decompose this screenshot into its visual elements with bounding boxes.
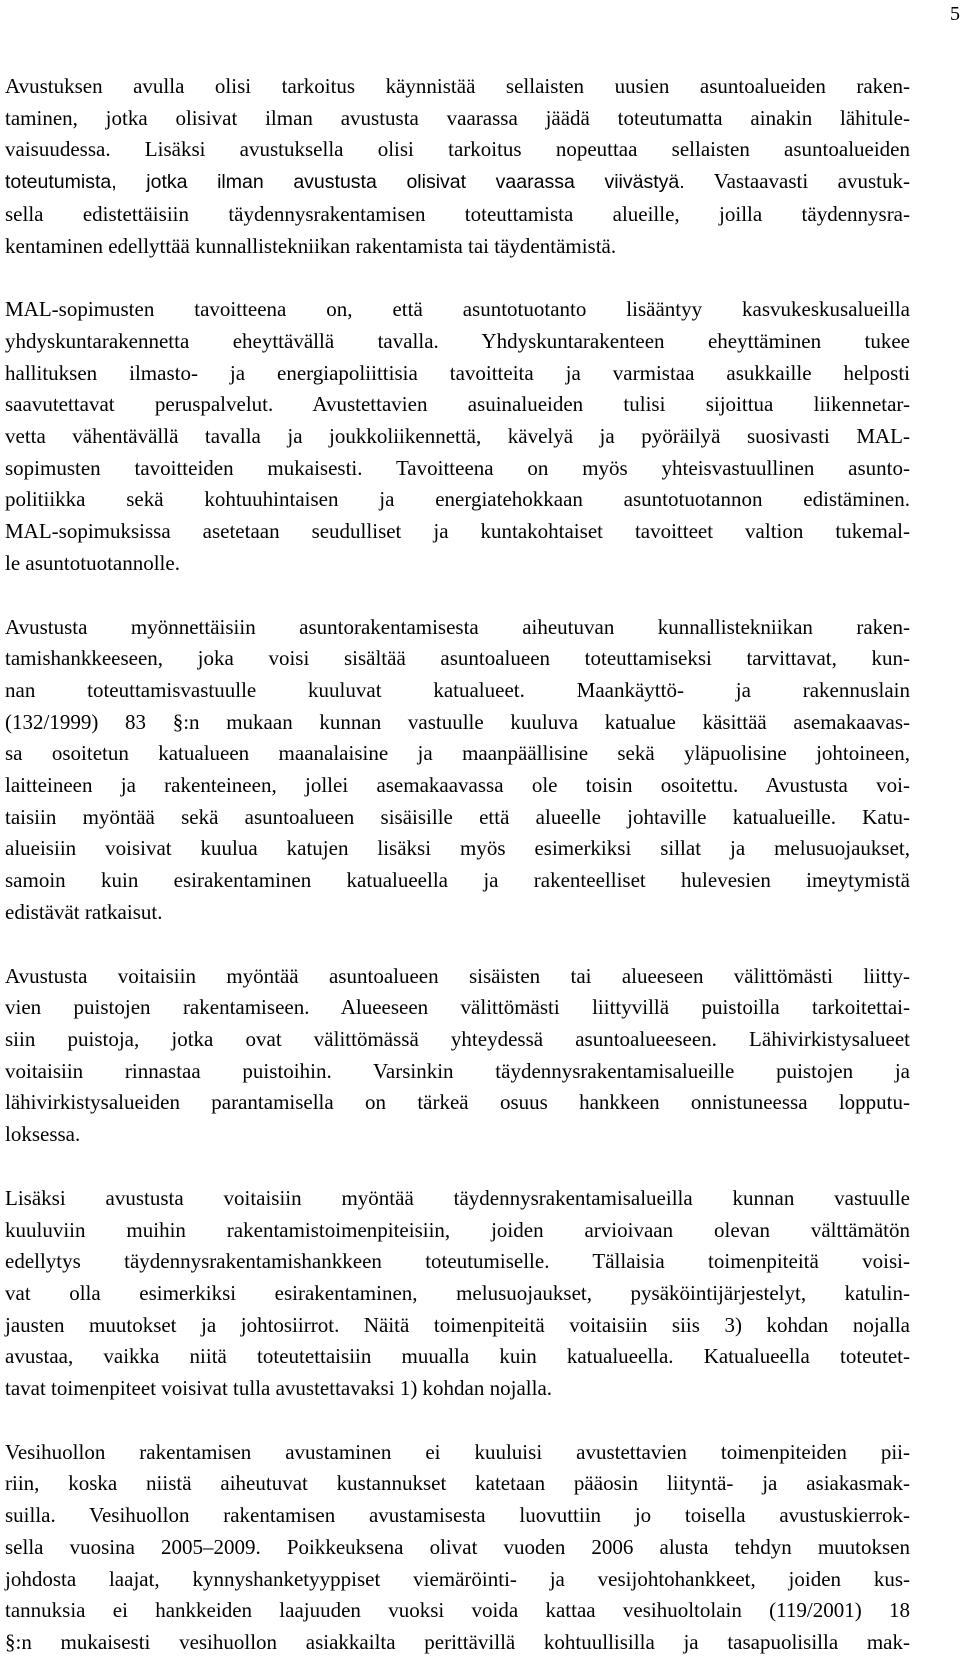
text-line: tannuksia ei hankkeiden laajuuden vuoksi voida kattaa vesihuoltolain (119/2001) 18 <box>5 1598 910 1623</box>
text-line: yhdyskuntarakennetta eheyttävällä tavalla. Yhdyskuntarakenteen eheyttäminen tukee <box>5 328 910 353</box>
text-line: Lisäksi avustusta voitaisiin myöntää täydennysrakentamisalueilla kunnan vastuulle <box>5 1185 910 1210</box>
text-line: (132/1999) 83 §:n mukaan kunnan vastuulle kuuluva katualue käsittää asemakaavas- <box>5 709 910 734</box>
paragraph-2 <box>5 294 910 579</box>
text-line: edellytys täydennysrakentamishankkeen toteutumiselle. Tällaisia toimenpiteitä voisi- <box>5 1249 910 1274</box>
text-line: edistävät ratkaisut. <box>5 899 163 924</box>
page-number: 5 <box>950 3 960 25</box>
text-segment: toteutumista, jotka ilman avustusta olisivat vaarassa viivästyä. <box>5 171 685 194</box>
text-line: politiikka sekä kohtuuhintaisen ja energiatehokkaan asuntotuotannon edistäminen. <box>5 487 910 512</box>
text-line: siin puistoja, jotka ovat välittömässä yhteydessä asuntoalueeseen. Lähivirkistysalueet <box>5 1026 910 1051</box>
text-line: sella vuosina 2005–2009. Poikkeuksena olivat vuoden 2006 alusta tehdyn muutoksen <box>5 1534 910 1559</box>
text-line: loksessa. <box>5 1122 81 1147</box>
text-line: vien puistojen rakentamiseen. Alueeseen välittömästi liittyvillä puistoilla tarkoitettai- <box>5 995 910 1020</box>
text-line: johdosta laajat, kynnyshanketyyppiset viemäröinti- ja vesijohtohankkeet, joiden kus- <box>5 1566 910 1591</box>
text-line: tamishankkeeseen, joka voisi sisältää asuntoalueen toteuttamiseksi tarvittavat, kun- <box>5 646 910 671</box>
text-line: avustaa, vaikka niitä toteutettaisiin muualla kuin katualueella. Katualueella toteutet- <box>5 1344 910 1369</box>
text-line: samoin kuin esirakentaminen katualueella ja rakenteelliset hulevesien imeytymistä <box>5 868 910 893</box>
text-line: nan toteuttamisvastuulle kuuluvat katualueet. Maankäyttö- ja rakennuslain <box>5 677 910 702</box>
text-line: sopimusten tavoitteiden mukaisesti. Tavoitteena on myös yhteisvastuullinen asunto- <box>5 455 910 480</box>
text-line: le asuntotuotannolle. <box>5 550 180 575</box>
text-line: lähivirkistysalueiden parantamisella on tärkeä osuus hankkeen onnistuneessa lopputu- <box>5 1090 910 1115</box>
text-line: taisiin myöntää sekä asuntoalueen sisäisille että alueelle johtaville katualueille. Katu- <box>5 804 910 829</box>
document-body <box>5 71 910 1659</box>
paragraph-6 <box>5 1437 910 1659</box>
text-line: Avustuksen avulla olisi tarkoitus käynnistää sellaisten uusien asuntoalueiden raken- <box>5 74 910 98</box>
text-line: kuuluviin muihin rakentamistoimenpiteisiin, joiden arvioivaan olevan välttämätön <box>5 1217 910 1242</box>
text-line: riin, koska niistä aiheutuvat kustannukset katetaan pääosin liityntä- ja asiakasmak- <box>5 1471 910 1496</box>
text-line: vetta vähentävällä tavalla ja joukkoliikennettä, kävelyä ja pyöräilyä suosivasti MAL- <box>5 424 910 449</box>
text-line: tavat toimenpiteet voisivat tulla avustettavaksi 1) kohdan nojalla. <box>5 1376 553 1401</box>
text-line: vaisuudessa. Lisäksi avustuksella olisi tarkoitus nopeuttaa sellaisten asuntoalueiden <box>5 137 910 162</box>
text-line: §:n mukaisesti vesihuollon asiakkailta perittävillä kohtuullisilla ja tasapuolisilla mak- <box>5 1629 910 1654</box>
text-line: Vesihuollon rakentamisen avustaminen ei kuuluisi avustettavien toimenpiteiden pii- <box>5 1439 910 1464</box>
text-line: laitteineen ja rakenteineen, jollei asemakaavassa ole toisin osoitettu. Avustusta voi- <box>5 773 910 798</box>
paragraph-5 <box>5 1183 910 1405</box>
text-line: hallituksen ilmasto- ja energiapoliittisia tavoitteita ja varmistaa asukkaille helposti <box>5 360 910 385</box>
text-line: saavutettavat peruspalvelut. Avustettavien asuinalueiden tulisi sijoittua liikennetar- <box>5 392 910 417</box>
text-line: alueisiin voisivat kuulua katujen lisäksi myös esimerkiksi sillat ja melusuojaukset, <box>5 836 910 861</box>
paragraph-1 <box>5 71 910 262</box>
text-line: jausten muutokset ja johtosiirrot. Näitä toimenpiteitä voitaisiin siis 3) kohdan nojalla <box>5 1312 910 1337</box>
text-line: taminen, jotka olisivat ilman avustusta vaarassa jäädä toteutumatta ainakin lähitule- <box>5 105 910 130</box>
paragraph-3 <box>5 612 910 929</box>
text-line: MAL-sopimusten tavoitteena on, että asuntotuotanto lisääntyy kasvukeskusalueilla <box>5 297 910 322</box>
text-line: kentaminen edellyttää kunnallistekniikan rakentamista tai täydentämistä. <box>5 233 617 258</box>
text-line: Avustusta voitaisiin myöntää asuntoalueen sisäisten tai alueeseen välittömästi liitty- <box>5 963 910 988</box>
text-line: vat olla esimerkiksi esirakentaminen, melusuojaukset, pysäköintijärjestelyt, katulin- <box>5 1280 910 1305</box>
text-line-mixed <box>5 166 910 199</box>
paragraph-4 <box>5 961 910 1151</box>
text-line: sa osoitetun katualueen maanalaisine ja maanpäällisine sekä yläpuolisine johtoineen, <box>5 741 910 766</box>
text-line: Avustusta myönnettäisiin asuntorakentamisesta aiheutuvan kunnallistekniikan raken- <box>5 614 910 639</box>
text-line: voitaisiin rinnastaa puistoihin. Varsinkin täydennysrakentamisalueille puistojen ja <box>5 1058 910 1083</box>
text-line: suilla. Vesihuollon rakentamisen avustamisesta luovuttiin jo toisella avustuskierrok- <box>5 1503 910 1528</box>
text-line: MAL-sopimuksissa asetetaan seudulliset ja kuntakohtaiset tavoitteet valtion tukemal- <box>5 519 910 544</box>
text-segment: Vastaavasti avustuk- <box>684 169 910 194</box>
text-line: sella edistettäisiin täydennysrakentamisen toteuttamista alueille, joilla täydennysra- <box>5 201 910 226</box>
